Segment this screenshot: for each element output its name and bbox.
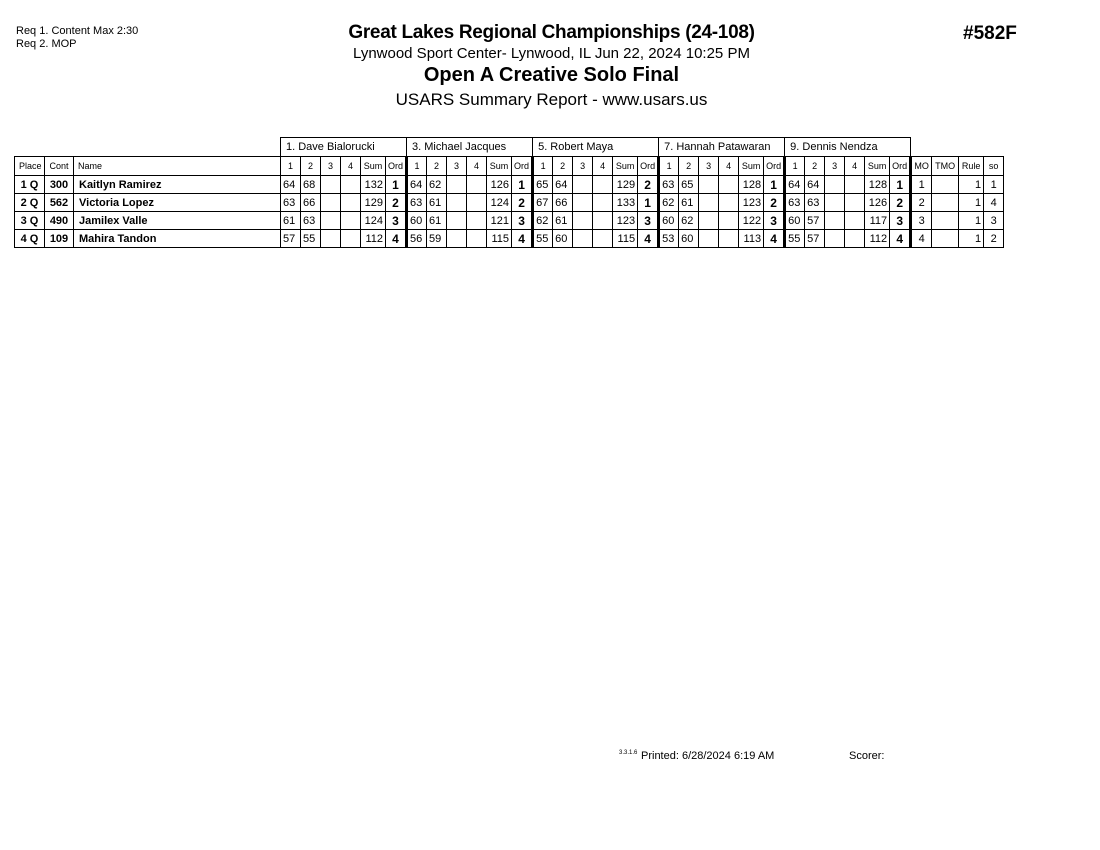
column-header-judge-score: 2 <box>553 157 573 176</box>
judge-score <box>719 212 739 230</box>
column-header-name: Name <box>74 157 281 176</box>
judge-ordinal: 1 <box>890 176 911 194</box>
printed-timestamp: Printed: 6/28/2024 6:19 AM <box>641 750 775 762</box>
judge-ordinal: 3 <box>638 212 659 230</box>
judge-score: 60 <box>679 230 699 248</box>
judge-score <box>447 212 467 230</box>
blank-cell <box>911 138 1004 157</box>
judge-sum: 132 <box>361 176 386 194</box>
rule-cell: 1 <box>959 212 984 230</box>
judge-score <box>573 212 593 230</box>
mo-cell: 4 <box>911 230 932 248</box>
judge-score <box>467 176 487 194</box>
judge-sum: 133 <box>613 194 638 212</box>
judge-sum: 123 <box>613 212 638 230</box>
column-header-mo: MO <box>911 157 932 176</box>
contestant-number: 562 <box>45 194 74 212</box>
column-header-rule: Rule <box>959 157 984 176</box>
judge-sum: 123 <box>739 194 764 212</box>
column-header-judge-score: Ord <box>638 157 659 176</box>
judge-score: 60 <box>659 212 679 230</box>
judge-sum: 124 <box>487 194 512 212</box>
venue-line: Lynwood Sport Center- Lynwood, IL Jun 22, 2024 10:25 PM <box>353 45 750 62</box>
judge-sum: 115 <box>487 230 512 248</box>
rule-cell: 1 <box>959 230 984 248</box>
column-header-judge-score: 3 <box>699 157 719 176</box>
mo-cell: 2 <box>911 194 932 212</box>
column-header-judge-score: Ord <box>386 157 407 176</box>
judge-score <box>593 194 613 212</box>
scorer-label: Scorer: <box>849 750 885 762</box>
column-header-judge-score: 3 <box>573 157 593 176</box>
judge-score: 61 <box>679 194 699 212</box>
judge-sum: 122 <box>739 212 764 230</box>
judge-score: 63 <box>301 212 321 230</box>
column-header-judge-score: 2 <box>679 157 699 176</box>
judge-score <box>321 194 341 212</box>
judge-score: 63 <box>281 194 301 212</box>
so-cell: 1 <box>984 176 1004 194</box>
judge-score <box>825 194 845 212</box>
skater-name: Victoria Lopez <box>74 194 281 212</box>
judge-score <box>593 176 613 194</box>
judge-ordinal: 3 <box>890 212 911 230</box>
judge-score: 62 <box>679 212 699 230</box>
column-header-judge-score: Ord <box>764 157 785 176</box>
judge-score <box>321 230 341 248</box>
results-table <box>14 137 1004 248</box>
judge-score <box>341 194 361 212</box>
column-header-judge-score: Sum <box>487 157 512 176</box>
so-cell: 4 <box>984 194 1004 212</box>
table-row <box>15 194 1004 212</box>
rule-cell: 1 <box>959 176 984 194</box>
judge-score: 63 <box>659 176 679 194</box>
judge-ordinal: 4 <box>890 230 911 248</box>
column-header-judge-score: 4 <box>845 157 865 176</box>
judge-score <box>845 212 865 230</box>
column-header-judge-score: 1 <box>659 157 679 176</box>
judge-score: 55 <box>785 230 805 248</box>
column-header-judge-score: 4 <box>467 157 487 176</box>
judge-score: 61 <box>427 212 447 230</box>
tmo-cell <box>932 176 959 194</box>
judge-score <box>467 194 487 212</box>
judge-sum: 128 <box>739 176 764 194</box>
judge-score: 64 <box>553 176 573 194</box>
judge-score: 60 <box>407 212 427 230</box>
judge-ordinal: 1 <box>386 176 407 194</box>
judge-sum: 129 <box>613 176 638 194</box>
judge-name: 9. Dennis Nendza <box>785 138 911 157</box>
judge-score <box>845 194 865 212</box>
judge-ordinal: 4 <box>764 230 785 248</box>
judge-score <box>699 194 719 212</box>
tmo-cell <box>932 212 959 230</box>
column-header-judge-score: Sum <box>361 157 386 176</box>
judge-score: 63 <box>407 194 427 212</box>
report-title: USARS Summary Report - www.usars.us <box>395 90 708 109</box>
judge-ordinal: 3 <box>512 212 533 230</box>
judge-score <box>573 176 593 194</box>
column-header-judge-score: 2 <box>301 157 321 176</box>
table-row <box>15 212 1004 230</box>
judge-score: 60 <box>553 230 573 248</box>
judge-score: 65 <box>533 176 553 194</box>
judge-sum: 126 <box>487 176 512 194</box>
judge-score: 67 <box>533 194 553 212</box>
judge-score: 61 <box>553 212 573 230</box>
judge-sum: 129 <box>361 194 386 212</box>
judge-score: 59 <box>427 230 447 248</box>
judge-name: 1. Dave Bialorucki <box>281 138 407 157</box>
judge-score: 61 <box>281 212 301 230</box>
contestant-number: 490 <box>45 212 74 230</box>
judge-score: 68 <box>301 176 321 194</box>
so-cell: 2 <box>984 230 1004 248</box>
so-cell: 3 <box>984 212 1004 230</box>
column-header-judge-score: Sum <box>865 157 890 176</box>
column-header-judge-score: 4 <box>719 157 739 176</box>
judge-name: 5. Robert Maya <box>533 138 659 157</box>
judge-score: 56 <box>407 230 427 248</box>
judge-score: 62 <box>427 176 447 194</box>
tmo-cell <box>932 230 959 248</box>
judge-ordinal: 1 <box>764 176 785 194</box>
column-header-judge-score: 2 <box>427 157 447 176</box>
judge-score: 65 <box>679 176 699 194</box>
column-header-judge-score: 3 <box>447 157 467 176</box>
column-header-judge-score: 1 <box>407 157 427 176</box>
judge-score <box>321 212 341 230</box>
judge-score <box>341 230 361 248</box>
judge-sum: 128 <box>865 176 890 194</box>
column-header-so: so <box>984 157 1004 176</box>
judge-sum: 121 <box>487 212 512 230</box>
column-header-tmo: TMO <box>932 157 959 176</box>
column-header-judge-score: 1 <box>533 157 553 176</box>
column-header-judge-score: 1 <box>785 157 805 176</box>
column-header-judge-score: Sum <box>613 157 638 176</box>
event-code: #582F <box>963 23 1017 44</box>
judge-name: 7. Hannah Patawaran <box>659 138 785 157</box>
judge-score <box>341 176 361 194</box>
judge-score <box>593 230 613 248</box>
judge-score <box>699 230 719 248</box>
judge-score <box>467 212 487 230</box>
rule-cell: 1 <box>959 194 984 212</box>
judge-ordinal: 1 <box>638 194 659 212</box>
judge-score <box>321 176 341 194</box>
blank-cell <box>15 138 281 157</box>
judge-score: 57 <box>281 230 301 248</box>
column-header-place: Place <box>15 157 45 176</box>
competition-title: Great Lakes Regional Championships (24-108) <box>348 22 755 43</box>
place-cell: 1 Q <box>15 176 45 194</box>
tmo-cell <box>932 194 959 212</box>
judge-score: 53 <box>659 230 679 248</box>
mo-cell: 3 <box>911 212 932 230</box>
judge-score <box>447 230 467 248</box>
judge-score <box>719 194 739 212</box>
judge-score <box>341 212 361 230</box>
column-header-judge-score: 4 <box>593 157 613 176</box>
judge-score <box>699 176 719 194</box>
table-row <box>15 176 1004 194</box>
column-header-judge-score: Ord <box>890 157 911 176</box>
judge-sum: 117 <box>865 212 890 230</box>
judge-score <box>573 194 593 212</box>
judge-score <box>845 230 865 248</box>
judge-score <box>719 230 739 248</box>
judge-score <box>699 212 719 230</box>
judge-name: 3. Michael Jacques <box>407 138 533 157</box>
column-header-judge-score: 3 <box>825 157 845 176</box>
judge-ordinal: 2 <box>764 194 785 212</box>
judge-score: 63 <box>805 194 825 212</box>
judge-score: 64 <box>805 176 825 194</box>
judge-score: 64 <box>407 176 427 194</box>
judge-score: 55 <box>301 230 321 248</box>
column-header-judge-score: 3 <box>321 157 341 176</box>
judge-score <box>447 176 467 194</box>
judge-ordinal: 2 <box>512 194 533 212</box>
requirement-1: Req 1. Content Max 2:30 <box>16 25 139 37</box>
judge-score: 66 <box>301 194 321 212</box>
contestant-number: 300 <box>45 176 74 194</box>
judge-score <box>573 230 593 248</box>
judge-sum: 112 <box>865 230 890 248</box>
requirement-2: Req 2. MOP <box>16 38 77 50</box>
column-header-cont: Cont <box>45 157 74 176</box>
judge-ordinal: 4 <box>386 230 407 248</box>
judge-score <box>845 176 865 194</box>
judge-score: 64 <box>785 176 805 194</box>
judge-ordinal: 1 <box>512 176 533 194</box>
judge-sum: 124 <box>361 212 386 230</box>
judge-score: 62 <box>533 212 553 230</box>
judge-sum: 113 <box>739 230 764 248</box>
software-version: 3.3.1.6 <box>619 750 638 756</box>
judge-score <box>825 230 845 248</box>
column-header-judge-score: Sum <box>739 157 764 176</box>
column-header-judge-score: 2 <box>805 157 825 176</box>
place-cell: 4 Q <box>15 230 45 248</box>
skater-name: Jamilex Valle <box>74 212 281 230</box>
judge-score: 64 <box>281 176 301 194</box>
judge-score: 63 <box>785 194 805 212</box>
judge-score <box>719 176 739 194</box>
judge-sum: 126 <box>865 194 890 212</box>
judge-score: 62 <box>659 194 679 212</box>
judge-score: 55 <box>533 230 553 248</box>
judge-ordinal: 4 <box>638 230 659 248</box>
judge-score <box>447 194 467 212</box>
judge-ordinal: 4 <box>512 230 533 248</box>
place-cell: 2 Q <box>15 194 45 212</box>
column-header-judge-score: 1 <box>281 157 301 176</box>
skater-name: Kaitlyn Ramirez <box>74 176 281 194</box>
judge-score: 61 <box>427 194 447 212</box>
event-title: Open A Creative Solo Final <box>423 64 680 86</box>
judge-score: 60 <box>785 212 805 230</box>
place-cell: 3 Q <box>15 212 45 230</box>
judge-score <box>593 212 613 230</box>
judge-ordinal: 2 <box>890 194 911 212</box>
judge-score <box>825 176 845 194</box>
judge-ordinal: 3 <box>386 212 407 230</box>
column-header-judge-score: 4 <box>341 157 361 176</box>
judge-ordinal: 2 <box>638 176 659 194</box>
mo-cell: 1 <box>911 176 932 194</box>
table-row <box>15 230 1004 248</box>
contestant-number: 109 <box>45 230 74 248</box>
judge-sum: 112 <box>361 230 386 248</box>
judge-score: 57 <box>805 212 825 230</box>
judge-score <box>825 212 845 230</box>
judge-score: 66 <box>553 194 573 212</box>
judge-ordinal: 2 <box>386 194 407 212</box>
column-header-judge-score: Ord <box>512 157 533 176</box>
judge-sum: 115 <box>613 230 638 248</box>
skater-name: Mahira Tandon <box>74 230 281 248</box>
judge-ordinal: 3 <box>764 212 785 230</box>
judge-score: 57 <box>805 230 825 248</box>
judge-score <box>467 230 487 248</box>
